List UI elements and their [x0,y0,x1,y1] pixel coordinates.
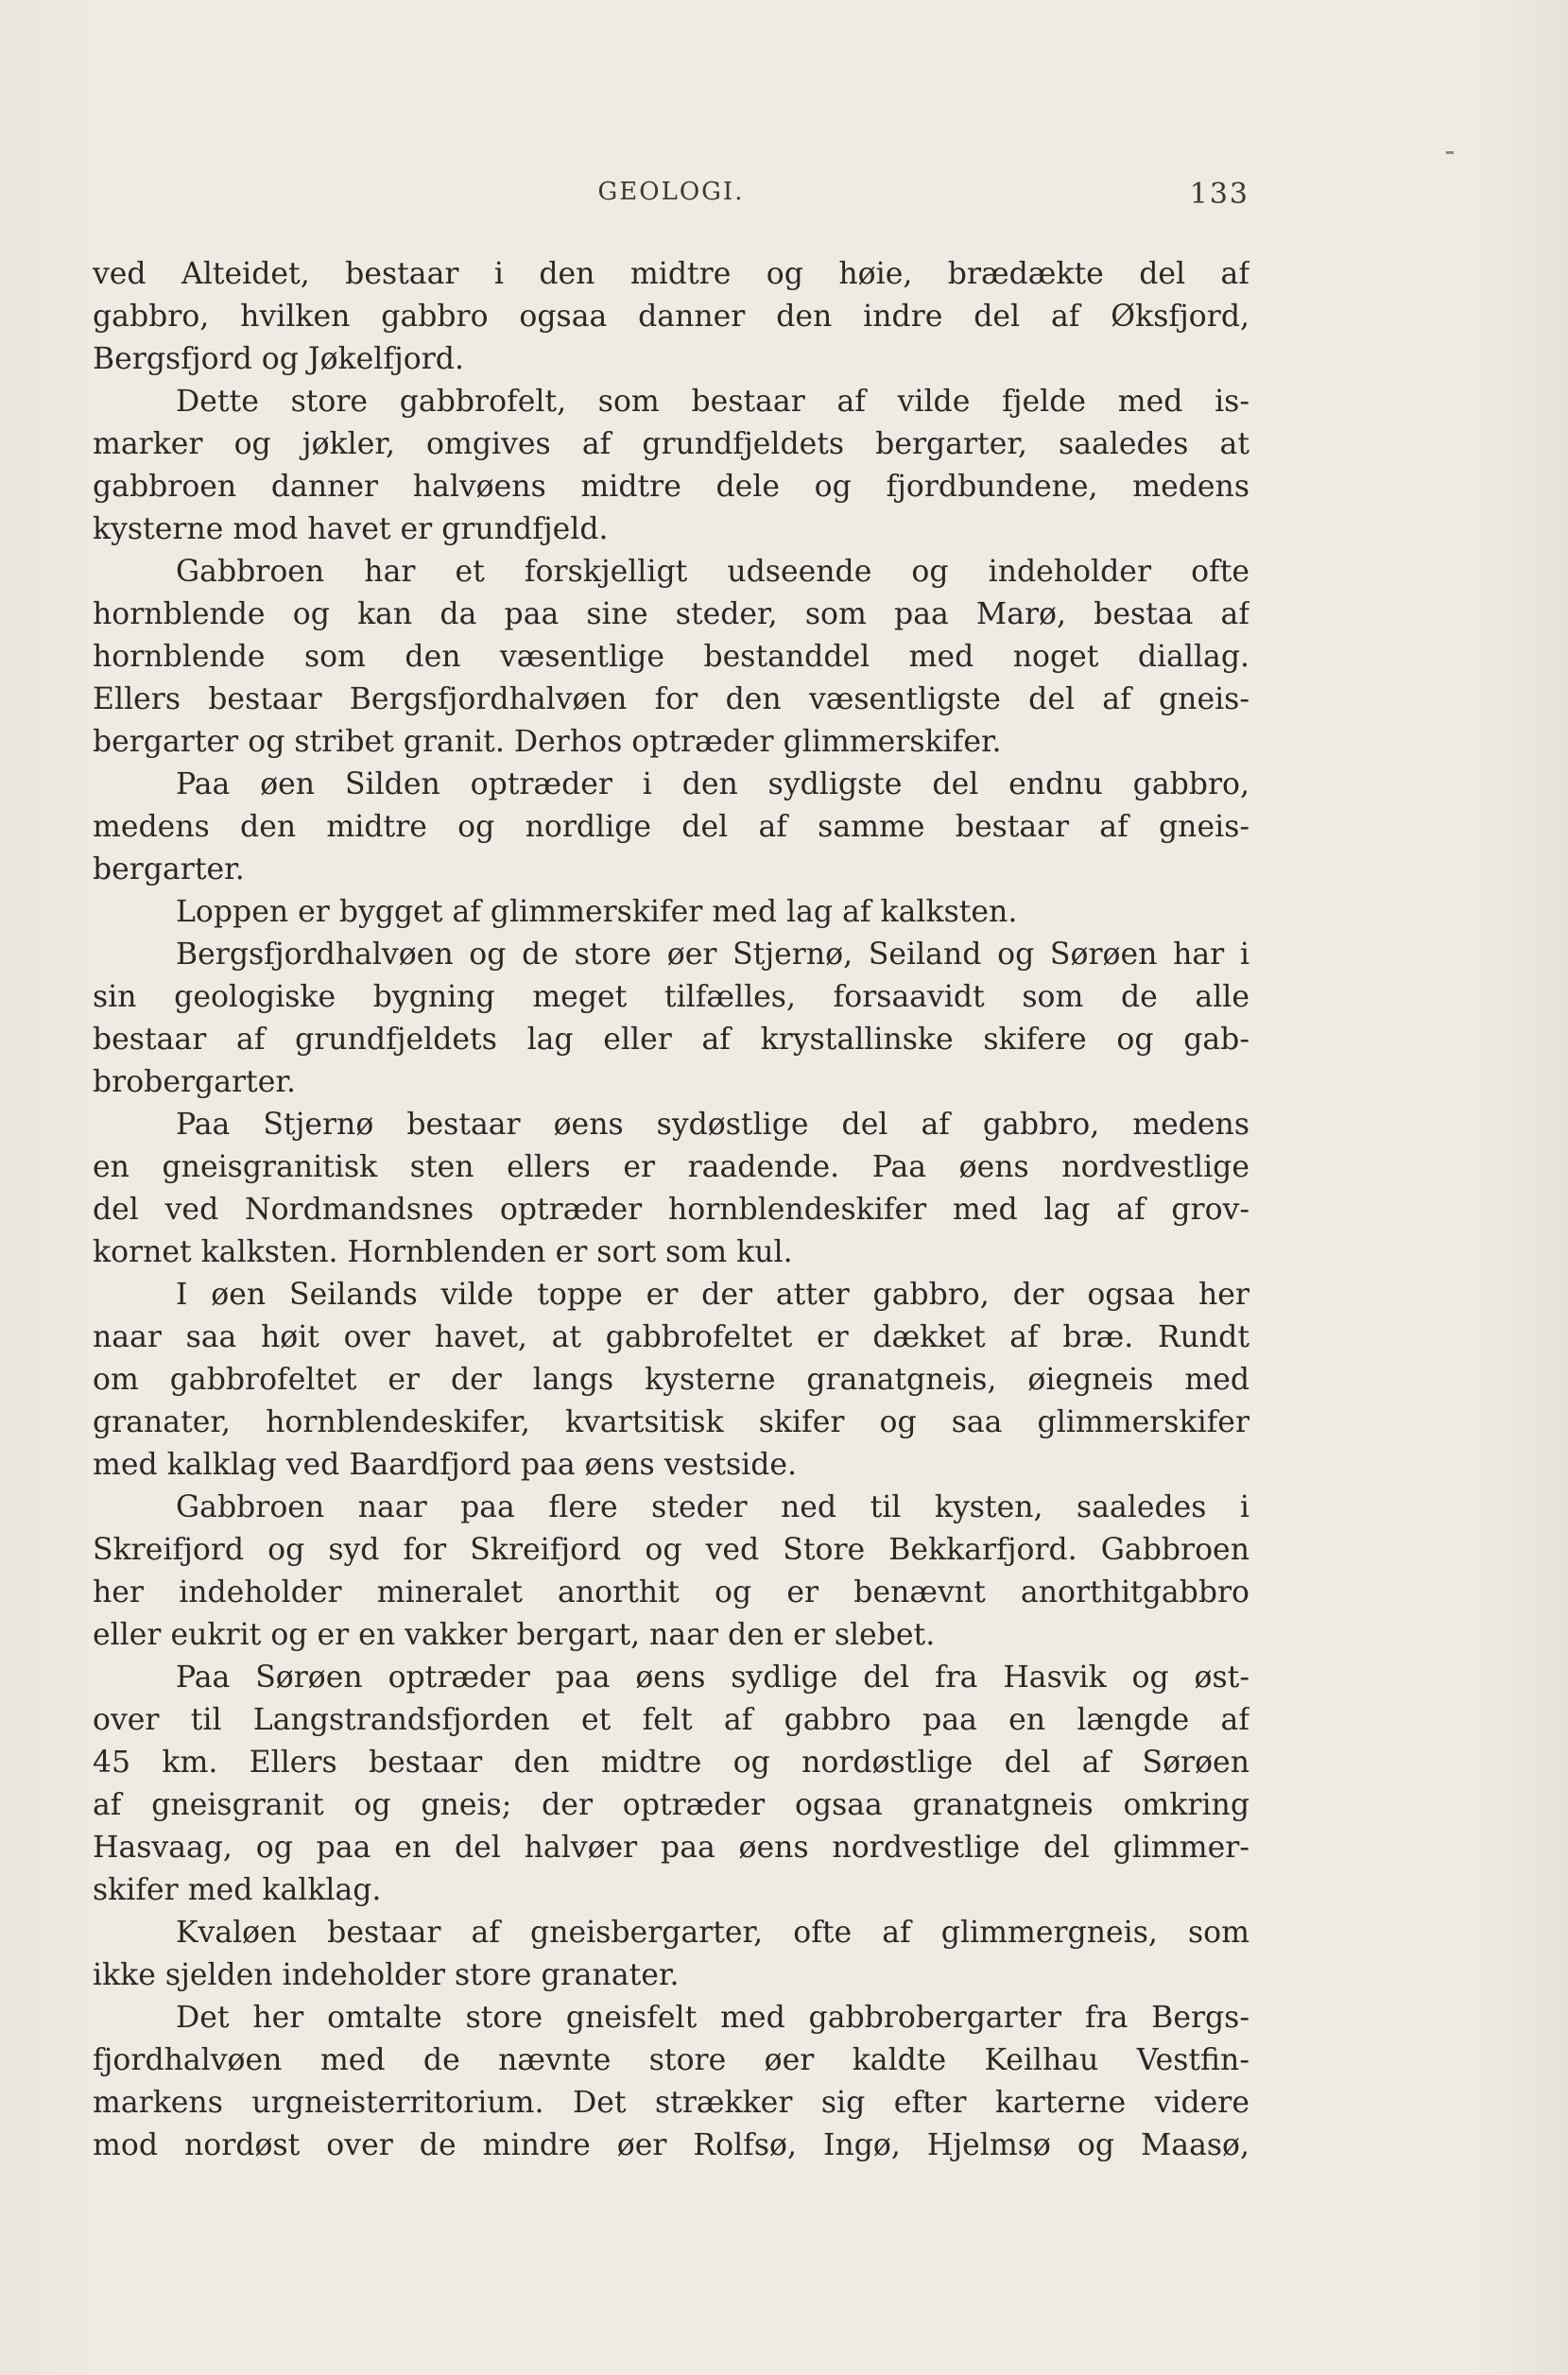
text-line: med kalklag ved Baardfjord paa øens vestside. [93,1448,798,1482]
text-line: gabbro, hvilken gabbro ogsaa danner den indre del af Øksfjord, [93,300,1249,334]
text-line: del ved Nordmandsnes optræder hornblendeskifer med lag af grov- [93,1193,1249,1227]
text-line: en gneisgranitisk sten ellers er raadende. Paa øens nordvestlige [93,1150,1249,1184]
text-line: eller eukrit og er en vakker bergart, naar den er slebet. [93,1618,936,1652]
text-line: Hasvaag, og paa en del halvøer paa øens nordvestlige del glimmer- [93,1831,1249,1865]
margin-mark [1446,151,1454,154]
text-line: Loppen er bygget af glimmerskifer med lag af kalksten. [176,895,1018,929]
text-line: Paa Sørøen optræder paa øens sydlige del fra Hasvik og øst- [176,1661,1249,1695]
text-line: om gabbrofeltet er der langs kysterne granatgneis, øiegneis med [93,1363,1249,1397]
text-line: hornblende og kan da paa sine steder, som paa Marø, bestaa af [93,597,1249,631]
text-line: Ellers bestaar Bergsfjordhalvøen for den væsentligste del af gneis- [93,682,1249,716]
page-number: 133 [1189,178,1249,211]
text-line: ikke sjelden indeholder store granater. [93,1958,680,1992]
text-line: Bergsfjordhalvøen og de store øer Stjernø, Seiland og Sørøen har i [176,938,1249,972]
text-line: fjordhalvøen med de nævnte store øer kaldte Keilhau Vestfin- [93,2043,1249,2077]
text-line: Det her omtalte store gneisfelt med gabbrobergarter fra Bergs- [176,2001,1249,2035]
text-line: bergarter. [93,852,245,886]
text-line: Kvaløen bestaar af gneisbergarter, ofte af glimmergneis, som [176,1916,1249,1950]
text-line: Skreifjord og syd for Skreifjord og ved Store Bekkarfjord. Gabbroen [93,1533,1249,1567]
text-line: Bergsfjord og Jøkelfjord. [93,342,464,376]
text-line: kysterne mod havet er grundfjeld. [93,512,609,546]
text-line: I øen Seilands vilde toppe er der atter gabbro, der ogsaa her [176,1278,1249,1312]
text-line: naar saa høit over havet, at gabbrofeltet er dækket af bræ. Rundt [93,1320,1249,1354]
text-line: bestaar af grundfjeldets lag eller af krystallinske skifere og gab- [93,1023,1249,1057]
body-text [93,253,1249,2167]
text-line: skifer med kalklag. [93,1873,382,1907]
text-line: over til Langstrandsfjorden et felt af gabbro paa en længde af [93,1703,1249,1737]
running-title: GEOLOGI. [597,178,745,206]
text-line: mod nordøst over de mindre øer Rolfsø, Ingø, Hjelmsø og Maasø, [93,2128,1249,2162]
text-line: ved Alteidet, bestaar i den midtre og høie, brædækte del af [93,257,1249,291]
text-line: granater, hornblendeskifer, kvartsitisk skifer og saa glimmerskifer [93,1405,1249,1439]
text-line: marker og jøkler, omgives af grundfjeldets bergarter, saaledes at [93,427,1249,461]
page-header [93,178,1249,215]
text-line: sin geologiske bygning meget tilfælles, forsaavidt som de alle [93,980,1249,1014]
text-line: Paa øen Silden optræder i den sydligste del endnu gabbro, [176,767,1249,801]
text-line: Paa Stjernø bestaar øens sydøstlige del af gabbro, medens [176,1108,1249,1142]
text-line: 45 km. Ellers bestaar den midtre og nordøstlige del af Sørøen [93,1746,1249,1780]
text-line: Dette store gabbrofelt, som bestaar af vilde fjelde med is- [176,385,1249,419]
text-line: gabbroen danner halvøens midtre dele og fjordbundene, medens [93,470,1249,504]
text-line: hornblende som den væsentlige bestanddel med noget diallag. [93,640,1249,674]
text-line: her indeholder mineralet anorthit og er benævnt anorthitgabbro [93,1575,1249,1609]
text-line: Gabbroen har et forskjelligt udseende og indeholder ofte [176,555,1249,589]
text-line: markens urgneisterritorium. Det strækker sig efter karterne videre [93,2086,1249,2120]
text-line: medens den midtre og nordlige del af samme bestaar af gneis- [93,810,1249,844]
text-line: bergarter og stribet granit. Derhos optræder glimmerskifer. [93,725,1002,759]
text-line: brobergarter. [93,1065,296,1099]
text-line: Gabbroen naar paa flere steder ned til kysten, saaledes i [176,1490,1249,1524]
text-line: af gneisgranit og gneis; der optræder ogsaa granatgneis omkring [93,1788,1249,1822]
text-line: kornet kalksten. Hornblenden er sort som kul. [93,1235,793,1269]
